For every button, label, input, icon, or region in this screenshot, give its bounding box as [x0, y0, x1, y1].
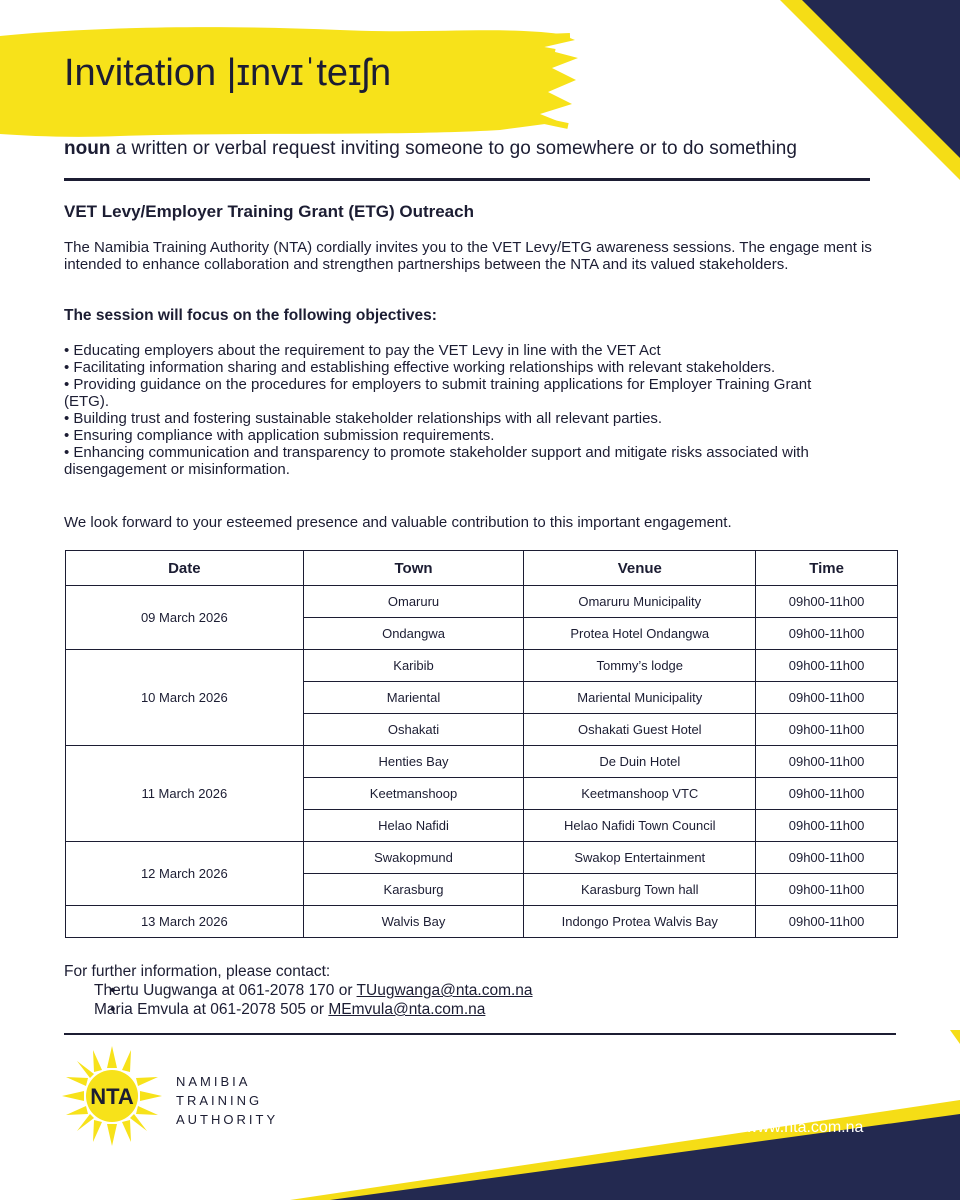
org-name-line: AUTHORITY: [176, 1112, 279, 1127]
time-cell: 09h00-11h00: [756, 682, 898, 714]
contact-email-link[interactable]: MEmvula@nta.com.na: [328, 1001, 486, 1018]
time-cell: 09h00-11h00: [756, 810, 898, 842]
time-cell: 09h00-11h00: [756, 842, 898, 874]
contact-item: [94, 981, 533, 1000]
definition: [64, 138, 797, 160]
org-name-line: TRAINING: [176, 1093, 263, 1108]
closing-text: We look forward to your esteemed presence and valuable contribution to this important engagement.: [64, 514, 732, 531]
time-cell: 09h00-11h00: [756, 714, 898, 746]
time-cell: 09h00-11h00: [756, 618, 898, 650]
corner-decoration: [780, 0, 960, 180]
date-cell: 12 March 2026: [66, 842, 304, 906]
time-cell: 09h00-11h00: [756, 746, 898, 778]
venue-cell: Swakop Entertainment: [524, 842, 756, 874]
table-row: [66, 746, 898, 778]
venue-cell: Karasburg Town hall: [524, 874, 756, 906]
definition-pos: noun: [64, 138, 111, 159]
date-cell: 10 March 2026: [66, 650, 304, 746]
header-venue: Venue: [524, 551, 756, 586]
town-cell: Henties Bay: [303, 746, 524, 778]
contact-intro: For further information, please contact:: [64, 963, 331, 980]
venue-cell: Indongo Protea Walvis Bay: [524, 906, 756, 938]
table-row: [66, 906, 898, 938]
table-row: [66, 586, 898, 618]
time-cell: 09h00-11h00: [756, 778, 898, 810]
venue-cell: De Duin Hotel: [524, 746, 756, 778]
time-cell: 09h00-11h00: [756, 586, 898, 618]
date-cell: 09 March 2026: [66, 586, 304, 650]
time-cell: 09h00-11h00: [756, 874, 898, 906]
venue-cell: Protea Hotel Ondangwa: [524, 618, 756, 650]
contact-item: [94, 1000, 533, 1019]
org-name-line: NAMIBIA: [176, 1074, 251, 1089]
intro-paragraph: The Namibia Training Authority (NTA) cordially invites you to the VET Levy/ETG awareness sessions. The engage ment is intended to enhance collaboration and strengthen partnerships between the NTA and its valued stakeholders.: [64, 239, 872, 273]
town-cell: Helao Nafidi: [303, 810, 524, 842]
contact-list: [64, 981, 533, 1019]
town-cell: Ondangwa: [303, 618, 524, 650]
org-name: [176, 1072, 278, 1129]
venue-cell: Helao Nafidi Town Council: [524, 810, 756, 842]
venue-cell: Oshakati Guest Hotel: [524, 714, 756, 746]
objective-item: • Enhancing communication and transparency to promote stakeholder support and mitigate risks associated with disengagement or misinformation.: [64, 444, 809, 478]
venue-cell: Tommy’s lodge: [524, 650, 756, 682]
town-cell: Keetmanshoop: [303, 778, 524, 810]
contact-email-link[interactable]: TUugwanga@nta.com.na: [356, 982, 533, 999]
town-cell: Walvis Bay: [303, 906, 524, 938]
objectives-heading: The session will focus on the following objectives:: [64, 307, 437, 324]
town-cell: Oshakati: [303, 714, 524, 746]
objective-item: • Ensuring compliance with application submission requirements.: [64, 427, 495, 444]
table-row: [66, 842, 898, 874]
date-cell: 11 March 2026: [66, 746, 304, 842]
objective-item: • Facilitating information sharing and establishing effective working relationships with relevant stakeholders.: [64, 359, 776, 376]
town-cell: Swakopmund: [303, 842, 524, 874]
schedule-table: [65, 550, 898, 938]
page-title: Invitation |ɪnvɪˈteɪʃn: [64, 52, 392, 94]
venue-cell: Keetmanshoop VTC: [524, 778, 756, 810]
divider-top: [64, 178, 870, 181]
town-cell: Karasburg: [303, 874, 524, 906]
contact-section: [64, 962, 533, 1019]
nta-logo: [62, 1046, 162, 1146]
header-date: Date: [66, 551, 304, 586]
town-cell: Omaruru: [303, 586, 524, 618]
time-cell: 09h00-11h00: [756, 906, 898, 938]
time-cell: 09h00-11h00: [756, 650, 898, 682]
date-cell: 13 March 2026: [66, 906, 304, 938]
town-cell: Mariental: [303, 682, 524, 714]
section-heading: VET Levy/Employer Training Grant (ETG) Outreach: [64, 202, 474, 221]
contact-text: Maria Emvula at 061-2078 505 or: [94, 1001, 329, 1018]
header-time: Time: [756, 551, 898, 586]
table-header-row: [66, 551, 898, 586]
definition-text: a written or verbal request inviting someone to go somewhere or to do something: [110, 138, 797, 159]
logo-text: NTA: [90, 1084, 134, 1109]
objective-item: • Providing guidance on the procedures for employers to submit training applications for Employer Training Grant (ETG).: [64, 376, 812, 410]
header-town: Town: [303, 551, 524, 586]
venue-cell: Mariental Municipality: [524, 682, 756, 714]
town-cell: Karibib: [303, 650, 524, 682]
objective-item: • Building trust and fostering sustainable stakeholder relationships with all relevant parties.: [64, 410, 663, 427]
website-link[interactable]: www.nta.com.na: [746, 1119, 864, 1136]
contact-text: Thertu Uugwanga at 061-2078 170 or: [94, 982, 357, 999]
objective-item: • Educating employers about the requirement to pay the VET Levy in line with the VET Act: [64, 342, 661, 359]
objectives-list: [64, 342, 824, 478]
table-row: [66, 650, 898, 682]
venue-cell: Omaruru Municipality: [524, 586, 756, 618]
